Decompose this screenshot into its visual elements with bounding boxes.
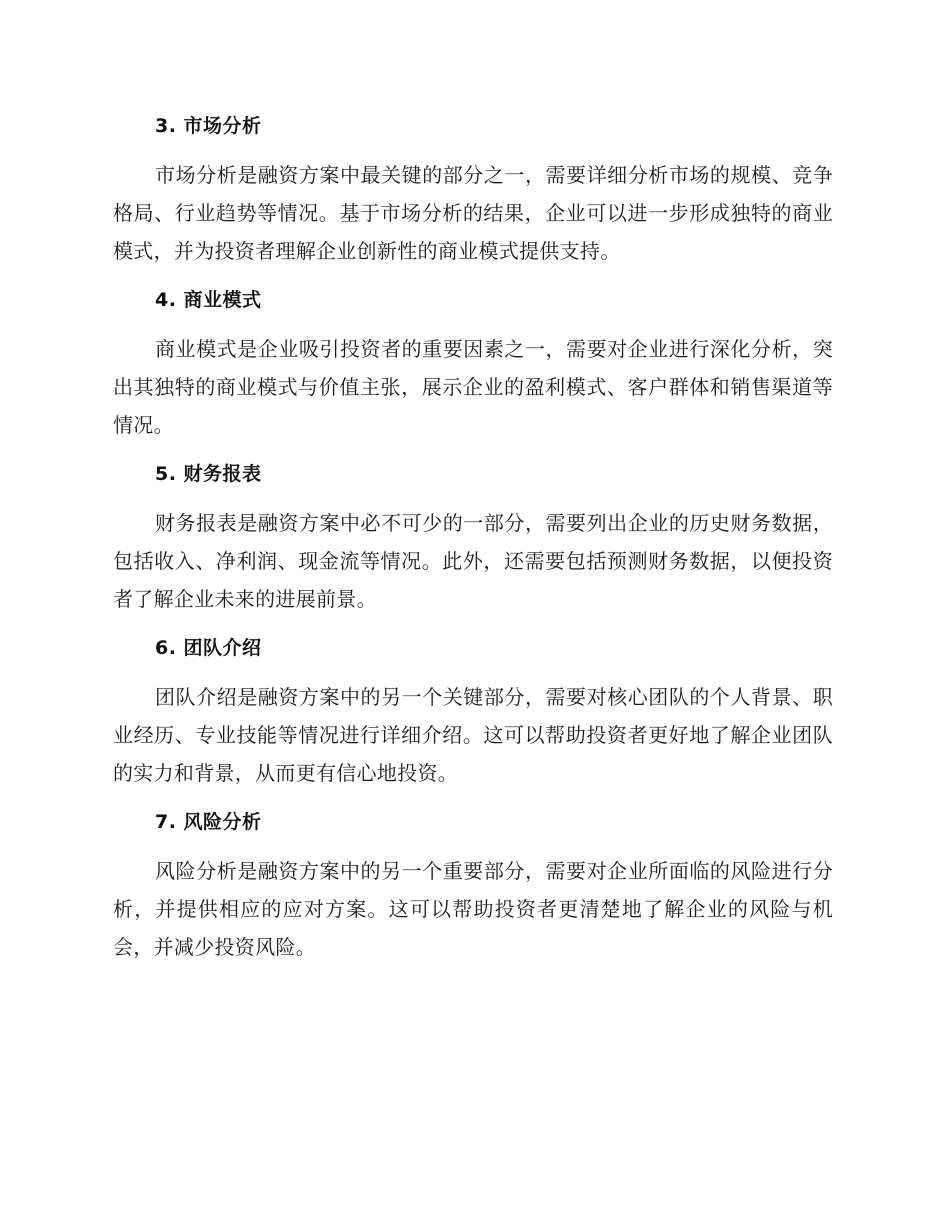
section-business-model [113,284,833,444]
section-paragraph: 风险分析是融资方案中的另一个重要部分，需要对企业所面临的风险进行分析，并提供相应的应对方案。这可以帮助投资者更清楚地了解企业的风险与机会，并减少投资风险。 [113,859,833,959]
section-heading: 4. 商业模式 [155,289,262,311]
section-paragraph: 财务报表是融资方案中必不可少的一部分，需要列出企业的历史财务数据，包括收入、净利润、现金流等情况。此外，还需要包括预测财务数据，以便投资者了解企业未来的进展前景。 [113,511,833,611]
section-heading: 3. 市场分析 [155,115,262,137]
section-market-analysis [113,110,833,270]
section-financial-statements [113,458,833,618]
section-risk-analysis [113,806,833,966]
section-paragraph: 市场分析是融资方案中最关键的部分之一，需要详细分析市场的规模、竞争格局、行业趋势等情况。基于市场分析的结果，企业可以进一步形成独特的商业模式，并为投资者理解企业创新性的商业模式提供支持。 [113,163,833,263]
section-paragraph: 团队介绍是融资方案中的另一个关键部分，需要对核心团队的个人背景、职业经历、专业技能等情况进行详细介绍。这可以帮助投资者更好地了解企业团队的实力和背景，从而更有信心地投资。 [113,685,833,785]
section-heading: 5. 财务报表 [155,463,262,485]
section-team-introduction [113,632,833,792]
section-paragraph: 商业模式是企业吸引投资者的重要因素之一，需要对企业进行深化分析，突出其独特的商业模式与价值主张，展示企业的盈利模式、客户群体和销售渠道等情况。 [113,337,833,437]
section-heading: 6. 团队介绍 [155,637,262,659]
document-content [113,110,833,980]
section-heading: 7. 风险分析 [155,811,262,833]
